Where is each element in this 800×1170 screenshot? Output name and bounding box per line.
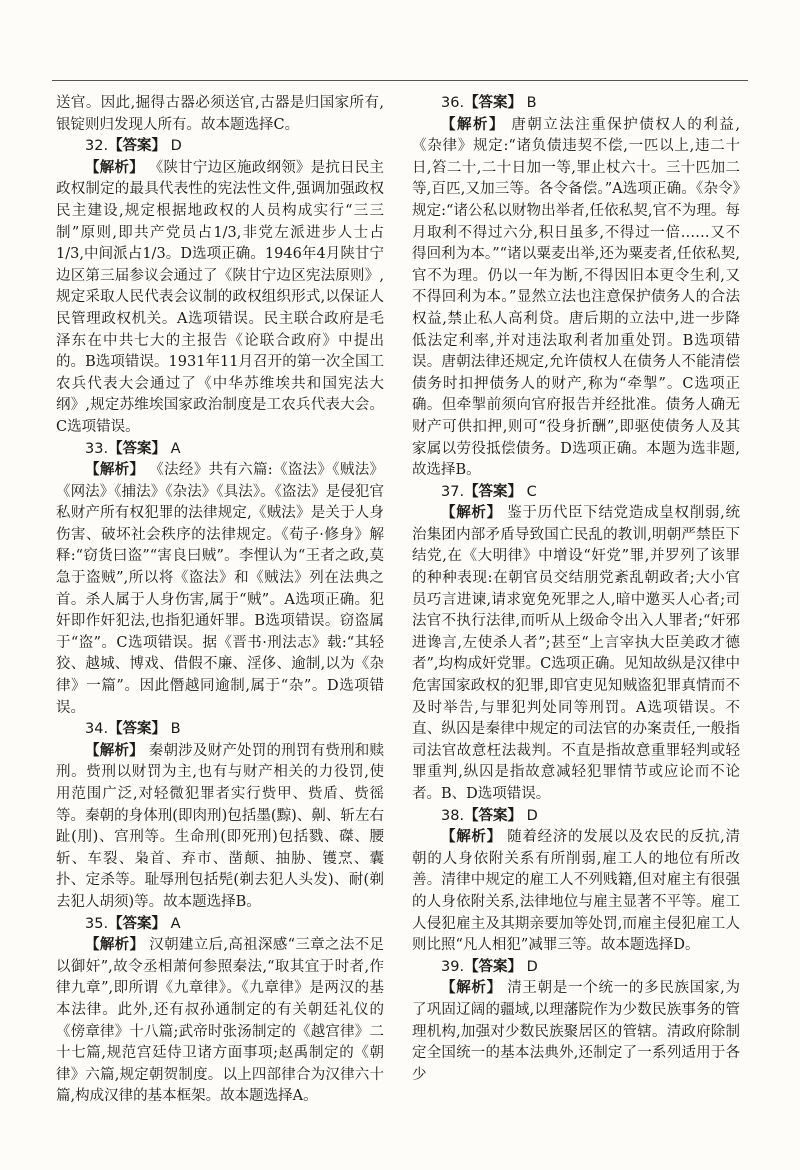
continued-paragraph: 送官。因此,掘得古器必须送官,古器是归国家所有,银锭则归发现人所有。故本题选择C。 (56, 95, 384, 133)
analysis-34: 【解析】 秦朝涉及财产处罚的刑罚有赀刑和赎刑。赀刑以财罚为主,也有与财产相关的力役罚,使用范围广泛,对轻微犯罪者实行赀甲、赀盾、赀徭等。秦朝的身体刑(即肉刑)包括墨(黥)、劓、斩左右趾(刖)、宫刑等。生命刑(即死刑)包括戮、磔、腰斩、车裂、枭首、弃市、凿颠、抽胁、镬烹、囊扑、定杀等。耻辱刑包括髡(剃去犯人头发)、耐(剃去犯人胡须)等。故本题选择B。 (56, 742, 385, 910)
answer-36: 36.【答案】 B (441, 95, 537, 111)
left-column (56, 93, 384, 1108)
analysis-35: 【解析】 汉朝建立后,高祖深感“三章之法不足以御奸”,故令丞相萧何参照秦法,“取其宜于时者,作律九章”,即所谓《九章律》。《九章律》是两汉的基本法律。此外,还有叔孙通制定的有关朝廷礼仪的《傍章律》十八篇;武帝时张汤制定的《越宫律》二十七篇,规范宫廷侍卫诸方面事项;赵禹制定的《朝律》六篇,规定朝贺制度。以上四部律合为汉律六十篇,构成汉律的基本框架。故本题选择A。 (56, 937, 384, 1105)
answer-35: 35.【答案】 A (85, 915, 181, 932)
analysis-37: 【解析】 鉴于历代臣下结党造成皇权削弱,统治集团内部矛盾导致国亡民乱的教训,明朝严禁臣下结党,在《大明律》中增设“奸党”罪,并罗列了该罪的种种表现:在朝官员交结朋党紊乱朝政者;大小官员巧言进谏,请求宽免死罪之人,暗中邀买人心者;司法官不执行法律,而听从上级命令出入人罪者;“奸邪进谗言,左使杀人者”;甚至“上言宰执大臣美政才德者”,均构成奸党罪。C选项正确。见知故纵是汉律中危害国家政权的犯罪,即官吏见知贼盗犯罪真情而不及时举告,与罪犯判处同等刑罚。A选项错误。不直、纵囚是秦律中规定的司法官的办案责任,一般指司法官故意枉法裁判。不直是指故意重罪轻判或轻罪重判,纵囚是指故意减轻犯罪情节或应论而不论者。B、D选项错误。 (412, 505, 741, 802)
analysis-38: 【解析】 随着经济的发展以及农民的反抗,清朝的人身依附关系有所削弱,雇工人的地位有所改善。清律中规定的雇工人不列贱籍,但对雇主有很强的人身依附关系,法律地位与雇主显著不平等。雇工人侵犯雇主及其期亲要加等处罚,而雇主侵犯雇工人则比照“凡人相犯”减罪三等。故本题选择D。 (412, 829, 741, 954)
answer-32: 32.【答案】 D (85, 138, 182, 155)
answer-39: 39.【答案】 D (441, 958, 538, 975)
analysis-39: 【解析】 清王朝是一个统一的多民族国家,为了巩固辽阔的疆域,以理藩院作为少数民族事务的管理机构,加强对少数民族聚居区的管辖。清政府除制定全国统一的基本法典外,还制定了一系列适用于各少 (412, 980, 741, 1083)
answer-37: 37.【答案】 C (441, 483, 537, 500)
analysis-36: 【解析】 唐朝立法注重保护债权人的利益,《杂律》规定:“诸负债违契不偿,一匹以上,违二十日,笞二十,二十日加一等,罪止杖六十。三十匹加二等,百匹,又加三等。各令备偿。”A选项正确。《杂令》规定:“诸公私以财物出举者,任依私契,官不为理。每月取利不得过六分,积日虽多,不得过一倍……又不得回利为本。”“诸以粟麦出举,还为粟麦者,任依私契,官不为理。仍以一年为断,不得因旧本更令生利,又不得回利为本。”显然立法也注意保护债务人的合法权益,禁止私人高利贷。唐后期的立法中,进一步降低法定利率,并对违法取利者加重处罚。B选项错误。唐朝法律还规定,允许债权人在债务人不能清偿债务时扣押债务人的财产,称为“牵掣”。C选项正确。但牵掣前须向官府报告并经批准。债务人确无财产可供扣押,则可“役身折酬”,即驱使债务人及其家属以劳役抵偿债务。D选项正确。本题为选非题,故选择B。 (412, 116, 741, 479)
right-column (412, 93, 740, 1086)
header-rule (52, 80, 748, 81)
answer-38: 38.【答案】 D (441, 807, 538, 824)
answer-34: 34.【答案】 B (85, 721, 181, 738)
answer-33: 33.【答案】 A (85, 440, 181, 457)
analysis-33: 【解析】 《法经》共有六篇:《盗法》《贼法》《网法》《捕法》《杂法》《具法》。《盗法》是侵犯官私财产所有权犯罪的法律规定,《贼法》是关于人身伤害、破坏社会秩序的法律规定。《荀子·修身》解释:“窃货曰盗”“害良曰贼”。李悝认为“王者之政,莫急于盗贼”,所以将《盗法》和《贼法》列在法典之首。杀人属于人身伤害,属于“贼”。A选项正确。犯奸即作奸犯法,也指犯通奸罪。B选项错误。窃盗属于“盗”。C选项错误。据《晋书·刑法志》载:“其轻狡、越城、博戏、借假不廉、淫侈、逾制,以为《杂律》一篇”。因此僭越同逾制,属于“杂”。D选项错误。 (56, 462, 385, 716)
analysis-32: 【解析】 《陕甘宁边区施政纲领》是抗日民主政权制定的最具代表性的宪法性文件,强调加强政权民主建设,规定根据地政权的人员构成实行“三三制”原则,即共产党员占1/3,非党左派进步人士占1/3,中间派占1/3。D选项正确。1946年4月陕甘宁边区第三届参议会通过了《陕甘宁边区宪法原则》,规定采取人民代表会议制的政权组织形式,以保证人民管理政权机关。A选项错误。民主联合政府是毛泽东在中共七大的主报告《论联合政府》中提出的。B选项错误。1931年11月召开的第一次全国工农兵代表大会通过了《中华苏维埃共和国宪法大纲》,规定苏维埃国家政治制度是工农兵代表大会。C选项错误。 (56, 159, 385, 435)
